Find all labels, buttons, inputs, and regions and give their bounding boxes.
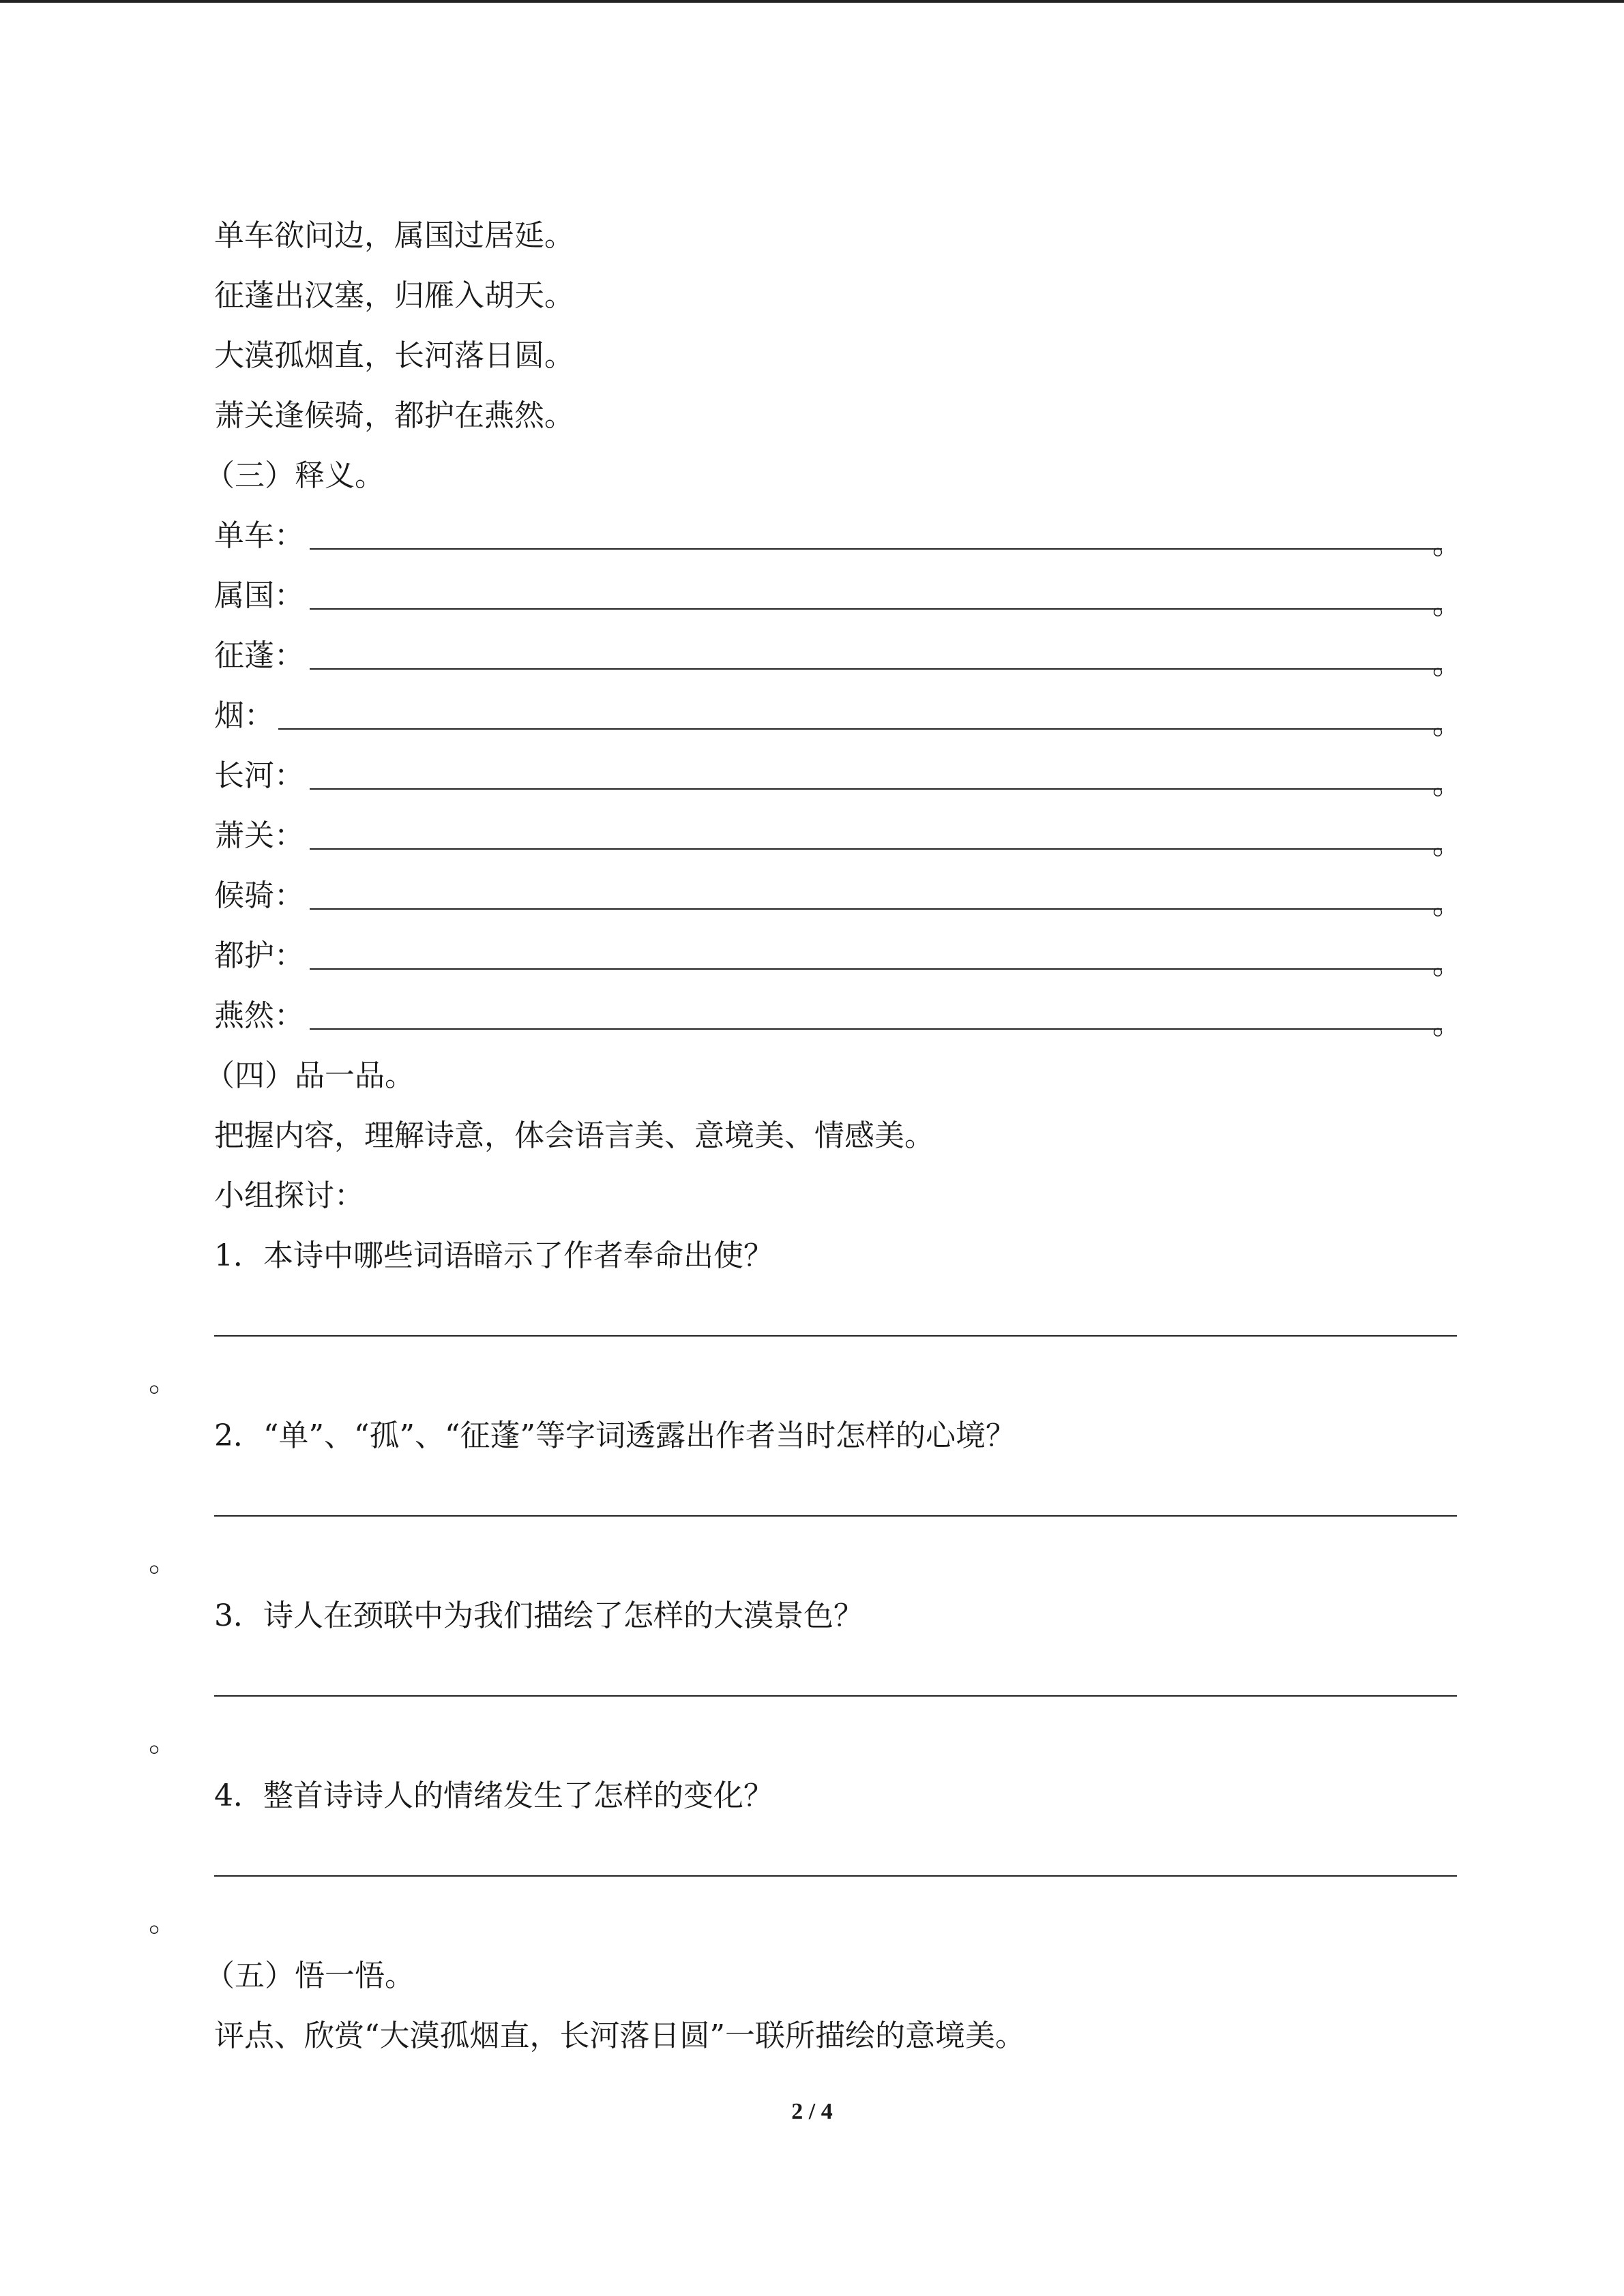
definition-row — [214, 876, 1462, 921]
section-4-intro: 把握内容，理解诗意，体会语言美、意境美、情感美。 — [214, 1118, 934, 1153]
answer-blank[interactable] — [278, 696, 1442, 730]
term-label: 候骑： — [214, 878, 304, 913]
section-3-heading: （三）释义。 — [205, 458, 385, 493]
section-5-heading: （五）悟一悟。 — [205, 1958, 415, 1993]
period-mark: 。 — [1432, 526, 1462, 561]
page-number: 2 / 4 — [791, 2099, 833, 2124]
answer-blank[interactable] — [310, 576, 1442, 610]
answer-line-1[interactable] — [214, 1335, 1457, 1337]
definition-row — [214, 576, 1462, 621]
definition-row — [214, 756, 1462, 801]
term-label: 燕然： — [214, 998, 304, 1033]
term-label: 烟： — [214, 698, 274, 733]
answer-end-mark: 。 — [149, 1724, 179, 1759]
question-2: 2．“单”、“孤”、“征蓬”等字词透露出作者当时怎样的心境？ — [214, 1418, 1016, 1453]
period-mark: 。 — [1432, 706, 1462, 741]
answer-line-4[interactable] — [214, 1875, 1457, 1877]
definition-row — [214, 936, 1462, 981]
definition-row — [214, 996, 1462, 1041]
answer-end-mark: 。 — [149, 1904, 179, 1939]
answer-blank[interactable] — [310, 516, 1442, 550]
period-mark: 。 — [1432, 826, 1462, 861]
term-label: 都护： — [214, 938, 304, 973]
answer-end-mark: 。 — [149, 1364, 179, 1399]
term-label: 长河： — [214, 758, 304, 793]
answer-blank[interactable] — [310, 636, 1442, 670]
section-5-text: 评点、欣赏“大漠孤烟直，长河落日圆”一联所描绘的意境美。 — [214, 2018, 1025, 2053]
answer-blank[interactable] — [310, 936, 1442, 970]
period-mark: 。 — [1432, 646, 1462, 681]
poem-line-2: 征蓬出汉塞，归雁入胡天。 — [214, 278, 574, 313]
poem-line-1: 单车欲问边，属国过居延。 — [214, 218, 574, 253]
group-discussion-label: 小组探讨： — [214, 1178, 364, 1213]
period-mark: 。 — [1432, 1007, 1462, 1041]
term-label: 单车： — [214, 518, 304, 553]
definition-row — [214, 636, 1462, 681]
term-label: 征蓬： — [214, 638, 304, 673]
section-4-heading: （四）品一品。 — [205, 1058, 415, 1093]
period-mark: 。 — [1432, 586, 1462, 621]
term-label: 属国： — [214, 578, 304, 613]
definition-row — [214, 816, 1462, 861]
definition-row — [214, 516, 1462, 561]
answer-end-mark: 。 — [149, 1544, 179, 1579]
poem-line-4: 萧关逢候骑，都护在燕然。 — [214, 398, 574, 433]
period-mark: 。 — [1432, 946, 1462, 981]
question-4: 4．整首诗诗人的情绪发生了怎样的变化？ — [214, 1778, 773, 1813]
answer-blank[interactable] — [310, 756, 1442, 790]
answer-blank[interactable] — [310, 876, 1442, 910]
answer-blank[interactable] — [310, 816, 1442, 850]
period-mark: 。 — [1432, 886, 1462, 921]
definition-row — [214, 696, 1462, 741]
question-1: 1．本诗中哪些词语暗示了作者奉命出使？ — [214, 1238, 773, 1273]
answer-line-2[interactable] — [214, 1515, 1457, 1517]
poem-line-3: 大漠孤烟直，长河落日圆。 — [214, 338, 574, 373]
question-3: 3．诗人在颈联中为我们描绘了怎样的大漠景色？ — [214, 1598, 863, 1633]
answer-blank[interactable] — [310, 996, 1442, 1030]
term-label: 萧关： — [214, 818, 304, 853]
answer-line-3[interactable] — [214, 1695, 1457, 1697]
period-mark: 。 — [1432, 766, 1462, 801]
